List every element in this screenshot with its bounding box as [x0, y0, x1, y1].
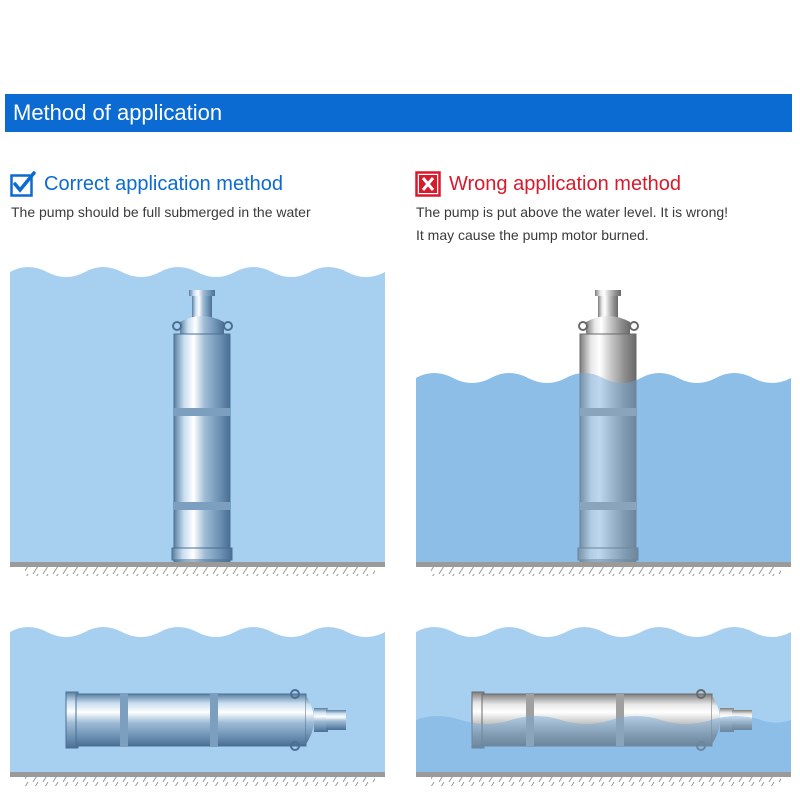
scene-correct-horizontal [10, 622, 385, 792]
scene-wrong-vertical [416, 262, 791, 587]
pump-horizontal [66, 690, 346, 750]
water-overlay [416, 716, 791, 772]
ground-hatch [431, 777, 781, 786]
water-overlay [416, 373, 791, 562]
ground-line [10, 562, 385, 567]
correct-description: The pump should be full submerged in the water [11, 204, 311, 220]
check-box-icon [10, 171, 36, 197]
pump-vertical [172, 290, 232, 562]
wrong-description-line-1: The pump is put above the water level. It is wrong! [416, 204, 729, 220]
ground-hatch [25, 567, 375, 576]
scene-wrong-horizontal [416, 622, 791, 792]
ground-hatch [431, 567, 781, 576]
wrong-heading [415, 171, 681, 197]
correct-heading [10, 171, 283, 197]
ground-line [416, 772, 791, 777]
ground-hatch [25, 777, 375, 786]
correct-heading-label: Correct application method [44, 173, 284, 195]
ground-line [416, 562, 791, 567]
cross-box-icon [415, 171, 441, 197]
scene-correct-vertical [10, 262, 385, 587]
section-title: Method of application [13, 100, 223, 125]
wrong-heading-label: Wrong application method [449, 173, 681, 195]
section-banner [5, 94, 792, 132]
wrong-description-line-2: It may cause the pump motor burned. [416, 227, 649, 243]
ground-line [10, 772, 385, 777]
